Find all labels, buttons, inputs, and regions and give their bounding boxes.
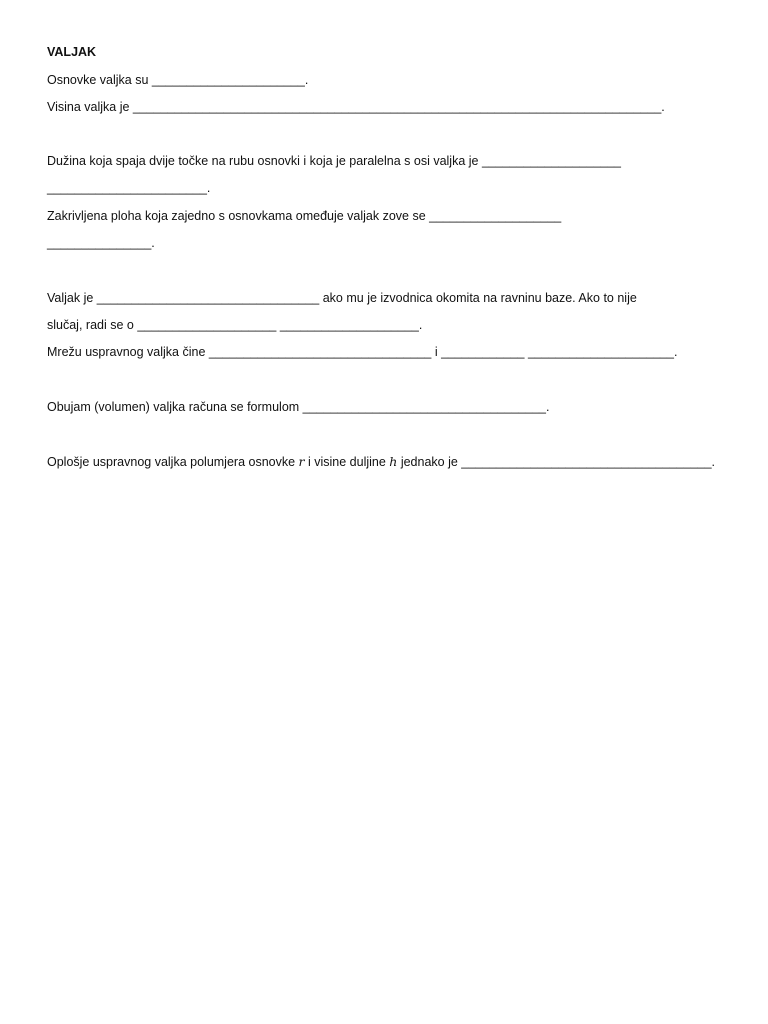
text-line-osnovke: Osnovke valjka su ______________________.	[47, 73, 309, 87]
variable-h: h	[389, 454, 398, 469]
text-line-slucaj: slučaj, radi se o ____________________ ____________________.	[47, 318, 423, 332]
text-line-valjak-je: Valjak je ________________________________ ako mu je izvodnica okomita na ravninu baze. Ako to nije	[47, 291, 637, 305]
oplosje-text-3: jednako je ____________________________________.	[397, 455, 716, 469]
text-line-zakrivljena: Zakrivljena ploha koja zajedno s osnovkama omeđuje valjak zove se ___________________	[47, 209, 562, 223]
text-line-visina: Visina valjka je ____________________________________________________________________________.	[47, 100, 665, 114]
text-line-duzina-cont: _______________________.	[47, 181, 211, 195]
document-title: VALJAK	[47, 45, 97, 59]
oplosje-text-1: Oplošje uspravnog valjka polumjera osnovke	[47, 455, 299, 469]
text-line-duzina: Dužina koja spaja dvije točke na rubu osnovki i koja je paralelna s osi valjka je ____________________	[47, 154, 621, 168]
text-line-obujam: Obujam (volumen) valjka računa se formulom ___________________________________.	[47, 400, 550, 414]
text-line-oplosje	[47, 454, 715, 470]
text-line-mrezu: Mrežu uspravnog valjka čine ________________________________ i ____________ _____________________.	[47, 345, 678, 359]
variable-r: r	[298, 454, 305, 469]
text-line-zakrivljena-cont: _______________.	[47, 236, 155, 250]
oplosje-text-2: i visine duljine	[304, 455, 390, 469]
